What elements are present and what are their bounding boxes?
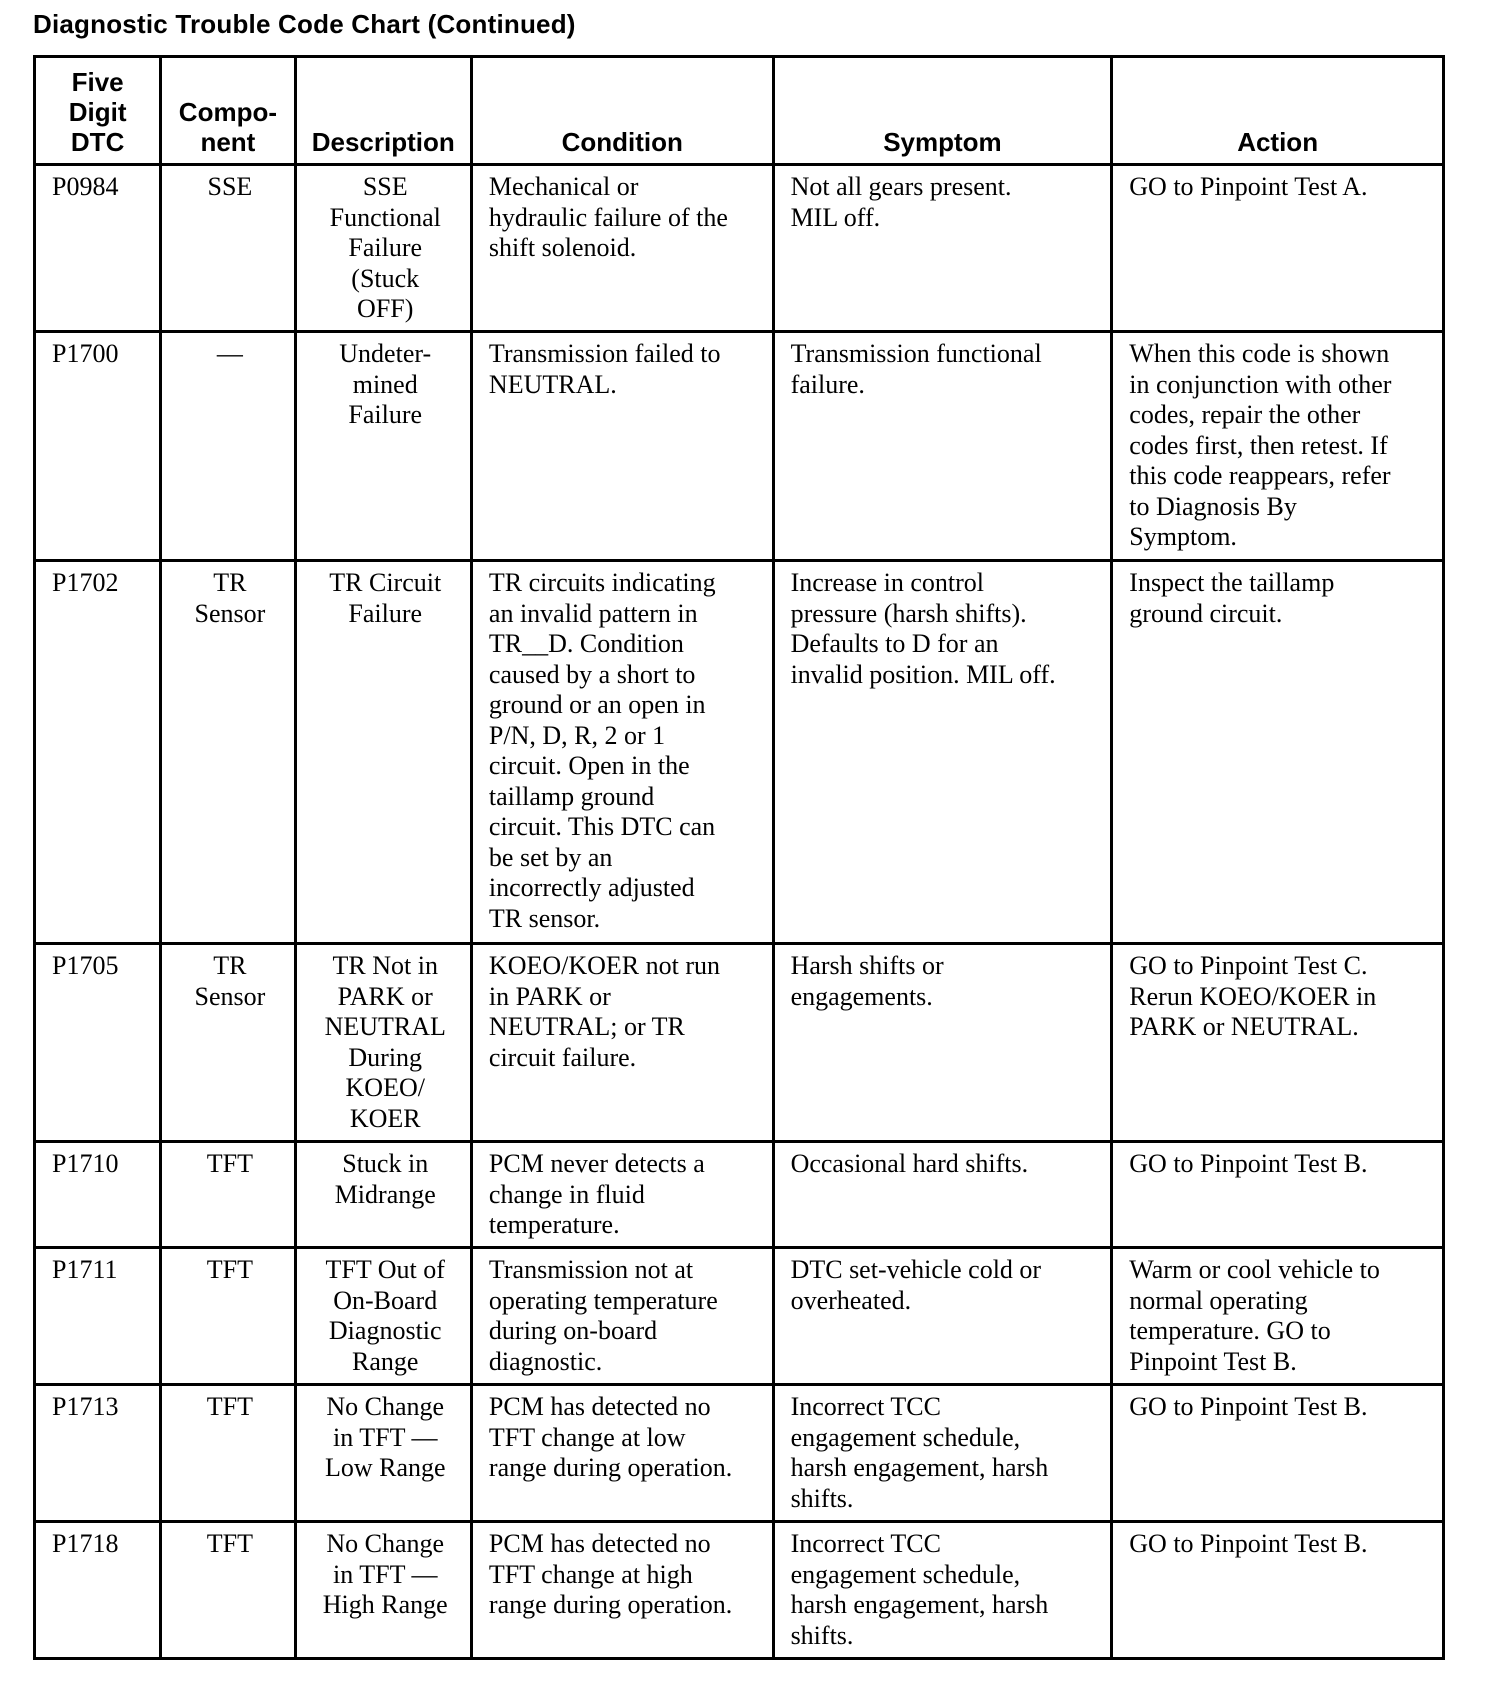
cell-description: SSE Functional Failure (Stuck OFF) — [295, 165, 471, 332]
cell-description: Undeter- mined Failure — [295, 332, 471, 561]
page-title: Diagnostic Trouble Code Chart (Continued) — [33, 9, 576, 39]
header-condition: Condition — [471, 57, 773, 165]
cell-dtc: P1705 — [35, 944, 161, 1142]
cell-component: TFT — [161, 1248, 295, 1385]
table-row — [35, 165, 1444, 332]
cell-description: No Change in TFT — Low Range — [295, 1385, 471, 1522]
cell-dtc: P1711 — [35, 1248, 161, 1385]
cell-component: SSE — [161, 165, 295, 332]
table-row — [35, 1385, 1444, 1522]
dtc-table — [33, 55, 1445, 1660]
header-component: Compo- nent — [161, 57, 295, 165]
cell-description: TR Circuit Failure — [295, 561, 471, 944]
header-dtc: Five Digit DTC — [35, 57, 161, 165]
header-description: Description — [295, 57, 471, 165]
cell-component: — — [161, 332, 295, 561]
table-header — [35, 57, 1444, 165]
cell-condition: PCM has detected no TFT change at low range during operation. — [471, 1385, 773, 1522]
cell-component: TFT — [161, 1142, 295, 1248]
cell-component: TR Sensor — [161, 561, 295, 944]
cell-condition: PCM never detects a change in fluid temperature. — [471, 1142, 773, 1248]
cell-symptom: Occasional hard shifts. — [773, 1142, 1112, 1248]
cell-component: TFT — [161, 1385, 295, 1522]
cell-action: GO to Pinpoint Test A. — [1112, 165, 1444, 332]
cell-description: TR Not in PARK or NEUTRAL During KOEO/ KOER — [295, 944, 471, 1142]
cell-action: GO to Pinpoint Test B. — [1112, 1142, 1444, 1248]
cell-dtc: P1718 — [35, 1522, 161, 1659]
header-action: Action — [1112, 57, 1444, 165]
table-row — [35, 332, 1444, 561]
cell-description: Stuck in Midrange — [295, 1142, 471, 1248]
cell-condition: PCM has detected no TFT change at high range during operation. — [471, 1522, 773, 1659]
cell-condition: TR circuits indicating an invalid pattern in TR__D. Condition caused by a short to ground or an open in P/N, D, R, 2 or 1 circuit. Open in the taillamp ground circuit. This DTC can be set by an incorrectly adjusted TR sensor. — [471, 561, 773, 944]
cell-action: When this code is shown in conjunction with other codes, repair the other codes first, then retest. If this code reappears, refer to Diagnosis By Symptom. — [1112, 332, 1444, 561]
cell-symptom: Incorrect TCC engagement schedule, harsh engagement, harsh shifts. — [773, 1385, 1112, 1522]
cell-condition: Transmission failed to NEUTRAL. — [471, 332, 773, 561]
cell-symptom: Incorrect TCC engagement schedule, harsh engagement, harsh shifts. — [773, 1522, 1112, 1659]
cell-action: GO to Pinpoint Test B. — [1112, 1385, 1444, 1522]
cell-symptom: Increase in control pressure (harsh shifts). Defaults to D for an invalid position. MIL off. — [773, 561, 1112, 944]
table-row — [35, 1522, 1444, 1659]
cell-dtc: P0984 — [35, 165, 161, 332]
cell-symptom: Transmission functional failure. — [773, 332, 1112, 561]
cell-action: Inspect the taillamp ground circuit. — [1112, 561, 1444, 944]
cell-symptom: DTC set-vehicle cold or overheated. — [773, 1248, 1112, 1385]
header-row — [35, 57, 1444, 165]
header-symptom: Symptom — [773, 57, 1112, 165]
cell-dtc: P1700 — [35, 332, 161, 561]
cell-dtc: P1702 — [35, 561, 161, 944]
cell-condition: Mechanical or hydraulic failure of the shift solenoid. — [471, 165, 773, 332]
cell-symptom: Not all gears present. MIL off. — [773, 165, 1112, 332]
cell-action: Warm or cool vehicle to normal operating temperature. GO to Pinpoint Test B. — [1112, 1248, 1444, 1385]
table-row — [35, 561, 1444, 944]
table-row — [35, 1142, 1444, 1248]
cell-dtc: P1710 — [35, 1142, 161, 1248]
cell-condition: Transmission not at operating temperature during on-board diagnostic. — [471, 1248, 773, 1385]
cell-component: TR Sensor — [161, 944, 295, 1142]
cell-component: TFT — [161, 1522, 295, 1659]
cell-description: TFT Out of On-Board Diagnostic Range — [295, 1248, 471, 1385]
cell-dtc: P1713 — [35, 1385, 161, 1522]
cell-symptom: Harsh shifts or engagements. — [773, 944, 1112, 1142]
cell-description: No Change in TFT — High Range — [295, 1522, 471, 1659]
cell-action: GO to Pinpoint Test C. Rerun KOEO/KOER in PARK or NEUTRAL. — [1112, 944, 1444, 1142]
table-body — [35, 165, 1444, 1659]
cell-condition: KOEO/KOER not run in PARK or NEUTRAL; or TR circuit failure. — [471, 944, 773, 1142]
table-row — [35, 1248, 1444, 1385]
cell-action: GO to Pinpoint Test B. — [1112, 1522, 1444, 1659]
table-row — [35, 944, 1444, 1142]
